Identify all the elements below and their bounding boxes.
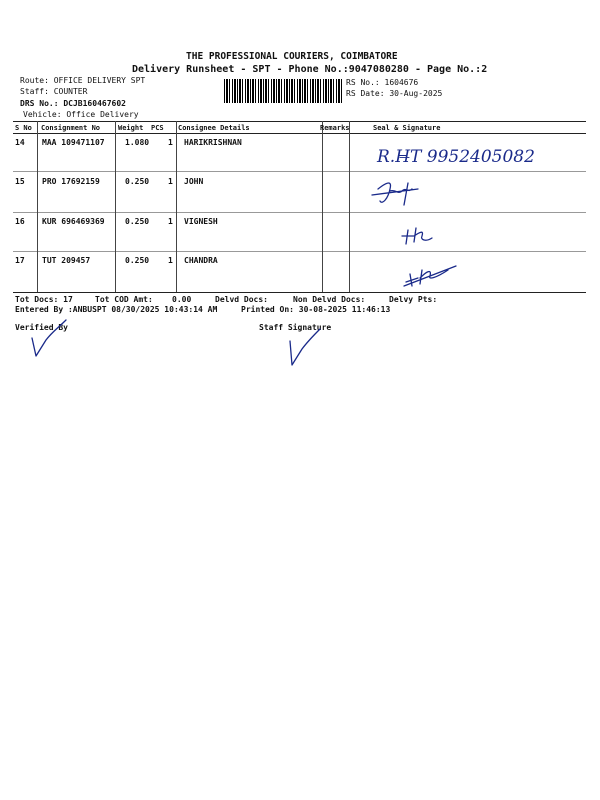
col-divider: [349, 121, 350, 292]
table-top-rule: [13, 121, 586, 122]
col-divider: [322, 121, 323, 292]
handwritten-signature-row17: [398, 260, 468, 292]
col-header-remarks: Remarks: [320, 124, 350, 132]
row-weight: 0.250: [125, 217, 150, 226]
row-divider: [13, 212, 586, 213]
total-docs: Tot Docs: 17: [15, 295, 73, 304]
row-pcs: 1: [168, 256, 173, 265]
row-sno: 15: [15, 177, 25, 186]
row-pcs: 1: [168, 138, 173, 147]
verified-by-label: Verified By: [15, 323, 68, 332]
staff-label: Staff: COUNTER: [20, 87, 88, 96]
row-sno: 16: [15, 217, 25, 226]
table-header-rule: [13, 133, 586, 134]
col-header-sno: S No: [15, 124, 32, 132]
row-consignment: KUR 696469369: [42, 217, 105, 226]
staff-signature-label: Staff Signature: [259, 323, 332, 332]
non-delivered-docs-label: Non Delvd Docs:: [293, 295, 366, 304]
row-pcs: 1: [168, 177, 173, 186]
row-consignee: CHANDRA: [184, 256, 218, 265]
row-consignee: HARIKRISHNAN: [184, 138, 242, 147]
delivery-points-label: Delvy Pts:: [389, 295, 438, 304]
barcode: [224, 79, 342, 103]
col-header-seal: Seal & Signature: [373, 124, 441, 132]
row-consignee: VIGNESH: [184, 217, 218, 226]
row-pcs: 1: [168, 217, 173, 226]
row-divider: [13, 251, 586, 252]
row-sno: 17: [15, 256, 25, 265]
row-weight: 0.250: [125, 177, 150, 186]
col-header-weight: Weight: [118, 124, 144, 132]
company-title: THE PROFESSIONAL COURIERS, COIMBATORE: [186, 51, 398, 62]
runsheet-subtitle: Delivery Runsheet - SPT - Phone No.:9047080280 - Page No.:2: [132, 64, 488, 75]
verified-by-signature: [26, 318, 76, 363]
drs-number: DRS No.: DCJB160467602: [20, 99, 126, 108]
printed-on: Printed On: 30-08-2025 11:46:13: [241, 305, 391, 314]
col-divider: [176, 121, 177, 292]
total-cod-value: 0.00: [172, 295, 192, 304]
delivered-docs-label: Delvd Docs:: [215, 295, 268, 304]
col-divider: [115, 121, 116, 292]
col-header-consignee: Consignee Details: [178, 124, 250, 132]
rs-date: RS Date: 30-Aug-2025: [346, 89, 443, 98]
col-header-pcs: PCS: [151, 124, 164, 132]
staff-signature-mark: [284, 325, 329, 370]
total-cod-label: Tot COD Amt:: [95, 295, 153, 304]
col-header-consignment: Consignment No: [41, 124, 101, 132]
row-consignee: JOHN: [184, 177, 204, 186]
row-consignment: MAA 109471107: [42, 138, 105, 147]
entered-by: Entered By :ANBUSPT 08/30/2025 10:43:14 AM: [15, 305, 218, 314]
row-sno: 14: [15, 138, 25, 147]
table-bottom-rule: [13, 292, 586, 293]
vehicle-label: Vehicle: Office Delivery: [23, 110, 139, 119]
handwritten-signature-row14: [375, 138, 545, 178]
route-label: Route: OFFICE DELIVERY SPT: [20, 76, 146, 85]
handwritten-signature-row15: [368, 175, 438, 210]
row-consignment: PRO 17692159: [42, 177, 100, 186]
row-weight: 1.080: [125, 138, 150, 147]
handwritten-signature-row16: [398, 222, 448, 252]
svg-text:R.H̶T 9952405082: R.H̶T 9952405082: [377, 147, 535, 167]
row-consignment: TUT 209457: [42, 256, 91, 265]
col-divider: [37, 121, 38, 292]
rs-number: RS No.: 1604676: [346, 78, 419, 87]
row-weight: 0.250: [125, 256, 150, 265]
